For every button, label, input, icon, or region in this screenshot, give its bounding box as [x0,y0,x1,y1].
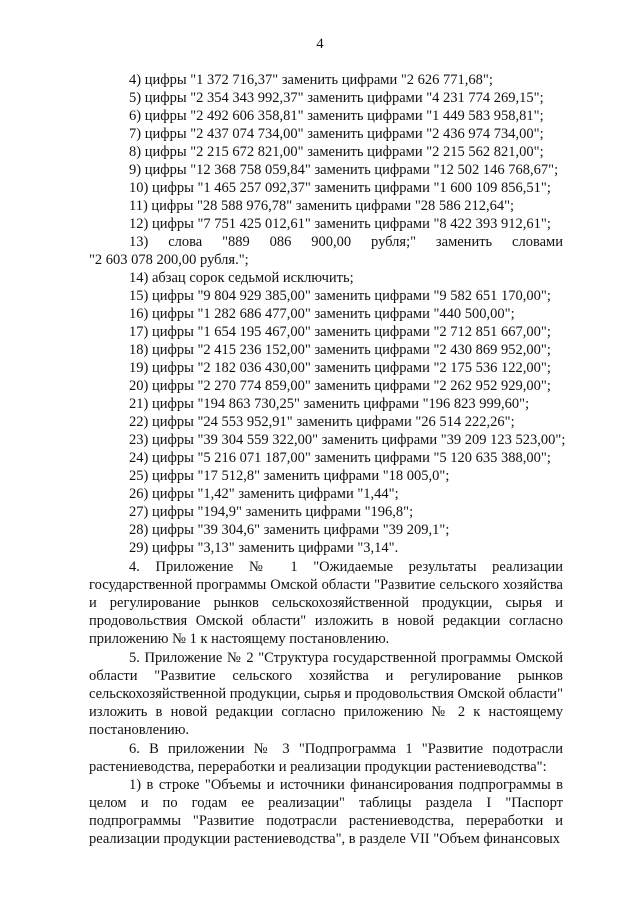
amendment-list-part-1 [89,71,563,233]
list-item: 12) цифры "7 751 425 012,61" заменить цифрами "8 422 393 912,61"; [129,216,551,232]
document-body [89,71,566,848]
list-item: 20) цифры "2 270 774 859,00" заменить цифрами "2 262 952 929,00"; [129,378,551,394]
paragraph-5: 5. Приложение № 2 "Структура государственной программы Омской области "Развитие сельского хозяйства и регулирование рынков сельскохозяйственной продукции, сырья и продовольствия Омской области" изложить в новой редакции согласно приложению № 2 к настоящему постановлению. [89,650,563,738]
list-item: 21) цифры "194 863 730,25" заменить цифрами "196 823 999,60"; [129,396,530,412]
list-item: 17) цифры "1 654 195 467,00" заменить цифрами "2 712 851 667,00"; [129,324,551,340]
paragraph-6-item-1: 1) в строке "Объемы и источники финансирования подпрограммы в целом и по годам ее реализации" таблицы раздела I "Паспорт подпрограммы "Развитие подотрасли растениеводства, переработки и реализации продукции растениеводства", в разделе VII "Объем финансовых [89,777,563,847]
list-item: 25) цифры "17 512,8" заменить цифрами "18 005,0"; [129,468,450,484]
list-item: 27) цифры "194,9" заменить цифрами "196,8"; [129,504,414,520]
list-item: 4) цифры "1 372 716,37" заменить цифрами "2 626 771,68"; [129,72,493,88]
list-item: 15) цифры "9 804 929 385,00" заменить цифрами "9 582 651 170,00"; [129,288,551,304]
amendment-list-part-2 [89,269,566,557]
list-item: 28) цифры "39 304,6" заменить цифрами "39 209,1"; [129,522,450,538]
list-item: 8) цифры "2 215 672 821,00" заменить цифрами "2 215 562 821,00"; [129,144,544,160]
paragraph-6: 6. В приложении № 3 "Подпрограмма 1 "Развитие подотрасли растениеводства, переработки и реализации продукции растениеводства": [89,741,563,775]
list-item: 14) абзац сорок седьмой исключить; [129,270,354,286]
list-item: 24) цифры "5 216 071 187,00" заменить цифрами "5 120 635 388,00"; [129,450,551,466]
list-item: 16) цифры "1 282 686 477,00" заменить цифрами "440 500,00"; [129,306,515,322]
list-item: 9) цифры "12 368 758 059,84" заменить цифрами "12 502 146 768,67"; [129,162,559,178]
list-item: 11) цифры "28 588 976,78" заменить цифрами "28 586 212,64"; [129,198,515,214]
list-item-13-line2: "2 603 078 200,00 рубля."; [89,252,249,268]
list-item: 7) цифры "2 437 074 734,00" заменить цифрами "2 436 974 734,00"; [129,126,544,142]
list-item: 10) цифры "1 465 257 092,37" заменить цифрами "1 600 109 856,51"; [129,180,551,196]
list-item-13 [89,233,563,269]
list-item: 5) цифры "2 354 343 992,37" заменить цифрами "4 231 774 269,15"; [129,90,544,106]
page-number: 4 [316,36,324,52]
list-item-13-line1: 13) слова "889 086 900,00 рубля;" заменить словами [129,234,563,250]
list-item: 19) цифры "2 182 036 430,00" заменить цифрами "2 175 536 122,00"; [129,360,551,376]
list-item: 18) цифры "2 415 236 152,00" заменить цифрами "2 430 869 952,00"; [129,342,551,358]
list-item: 22) цифры "24 553 952,91" заменить цифрами "26 514 222,26"; [129,414,515,430]
list-item: 6) цифры "2 492 606 358,81" заменить цифрами "1 449 583 958,81"; [129,108,544,124]
list-item: 26) цифры "1,42" заменить цифрами "1,44"; [129,486,399,502]
list-item: 29) цифры "3,13" заменить цифрами "3,14". [129,540,399,556]
paragraph-4: 4. Приложение № 1 "Ожидаемые результаты реализации государственной программы Омской области "Развитие сельского хозяйства и регулирование рынков сельскохозяйственной продукции, сырья и продовольствия Омской области" изложить в новой редакции согласно приложению № 1 к настоящему постановлению. [89,559,563,647]
list-item: 23) цифры "39 304 559 322,00" заменить цифрами "39 209 123 523,00"; [129,432,566,448]
